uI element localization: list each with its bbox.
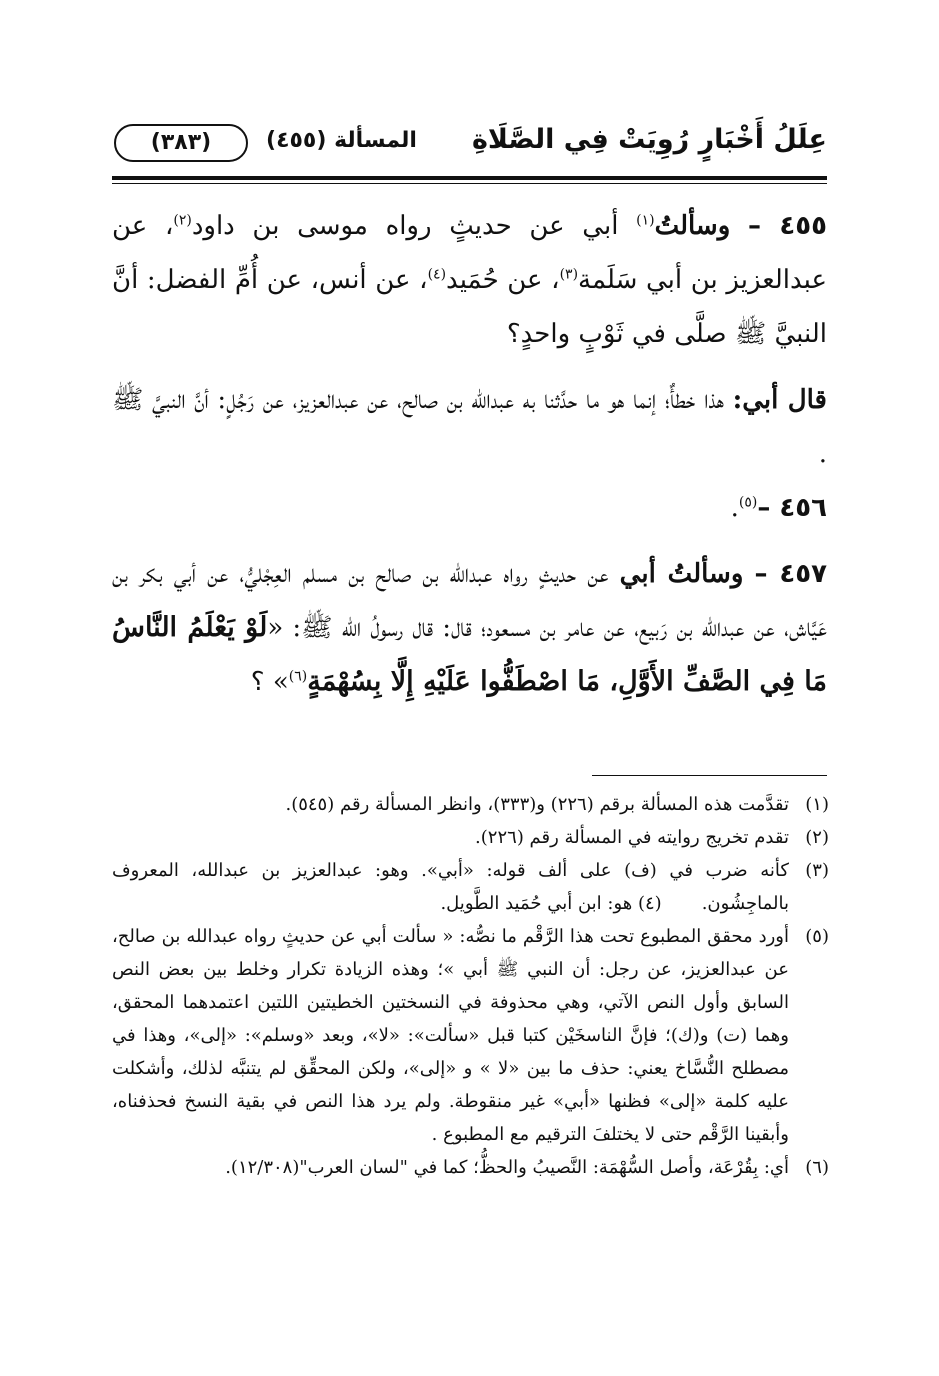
footnote-4-inline: (٤) هو: ابن أبي حُمَيد الطَّويل. [440, 893, 662, 914]
paragraph-text: ، عن عبدالعزيز بن أبي سَلَمة [112, 211, 827, 295]
footnote-text: تقدَّمت هذه المسألة برقم (٢٢٦) و(٣٣٣)، وانظر المسألة رقم (٥٤٥). [285, 794, 789, 815]
running-header [112, 120, 827, 182]
page-number-badge: (٣٨٣) [114, 124, 248, 162]
footnote-ref-3[interactable]: (٣) [559, 266, 579, 283]
footnote-ref-5[interactable]: (٥) [738, 494, 758, 511]
paragraph-text: » ؟ [250, 667, 289, 697]
question-lead: وسألتُ أبي [619, 559, 744, 589]
footnote-ref-6[interactable]: (٦) [288, 668, 308, 685]
footnote-3 [112, 854, 829, 920]
header-rule-thick [112, 176, 827, 180]
footnote-text-wrap [112, 854, 789, 920]
paragraph-issue-457 [112, 547, 827, 709]
footnote-number: (٥) [805, 926, 829, 947]
footnote-6 [112, 1151, 829, 1184]
footnote-separator [592, 775, 827, 776]
paragraph-text: ، عن حُمَيد [446, 265, 560, 295]
footnote-number: (٦) [805, 1157, 829, 1178]
paragraph-issue-456 [112, 481, 827, 535]
hadith-text: لَوْ يَعْلَمُ النَّاسُ مَا فِي الصَّفِّ الأَوَّلِ، مَا اصْطَفُّوا عَلَيْهِ إِلَّا بِسُهْمَةٍ [112, 612, 827, 697]
footnote-number: (٣) [805, 860, 829, 881]
footnote-text: أي: بِقُرْعَة، وأصل السُّهْمَة: النَّصيبُ والحظُّ؛ كما في "لسان العرب"(١٢/٣٠٨). [225, 1157, 789, 1178]
footnotes [112, 788, 829, 1184]
footnote-number: (١) [805, 794, 829, 815]
main-text [112, 199, 827, 709]
paragraph-text: عن حديثٍ رواه عبدالله بن صالح بن مسلم العِجْليُّ، عن أبي بكر بن عَيَّاش، عن عبدالله بن رَبيع، عن عامر بن مسعود؛ قال: قال رسولُ الله ﷺ: « [112, 559, 828, 643]
question-lead: وسألتُ [654, 211, 731, 241]
footnote-text: أورد محقق المطبوع تحت هذا الرَّقْم ما نصُّه: « سألت أبي عن حديثٍ رواه عبدالله بن صالح، عن عبدالعزيز، عن رجل: أن النبي ﷺ أبي »؛ وهذه الزيادة تكرار وخلط بين بعض النص السابق وأول النص الآتي، وهي محذوفة في النسختين الخطيتين اللتين اعتمدهما المحقق، وهما (ت) و(ك)؛ فإنَّ الناسخَيْن كتبا قبل «سألت»: «لا»، وبعد «وسلم»: «إلى»، وهذا في مصطلح النُّسَّاخ يعني: حذف ما بين «لا » و «إلى»، ولكن المحقِّق لم يتنبَّه لذلك، وأشكلت عليه كلمة «إلى» فظنها «أبي» غير منقوطة. ولم يرد هذا النص في بقية النسخ فحذفناه، وأبقينا الرَّقْم حتى لا يختلفَ الترقيم مع المطبوع . [112, 926, 789, 1145]
footnote-number: (٢) [805, 827, 829, 848]
footnote-1 [112, 788, 829, 821]
issue-label: المسألة (٤٥٥) [266, 128, 417, 153]
paragraph-text: ، عن أنس، عن أُمِّ الفضل: أنَّ النبيَّ ﷺ صلَّى في ثَوْبٍ واحدٍ؟ [112, 265, 827, 349]
footnote-ref-4[interactable]: (٤) [427, 266, 447, 283]
paragraph-answer-455 [112, 373, 827, 481]
book-title: عِلَلُ أَخْبَارٍ رُوِيَتْ فِي الصَّلَاةِ [471, 124, 827, 155]
answer-lead: قال أبي: [732, 385, 827, 415]
paragraph-text: أبي عن حديثٍ رواه موسى بن داود [191, 211, 637, 241]
paragraph-text: هذا خطأٌ؛ إنما هو ما حدَّثنا به عبدالله بن صالح، عن عبدالعزيز، عن رَجُلٍ: أنَّ النبيَّ ﷺ . [112, 385, 827, 469]
issue-number: ٤٥٥ – [747, 211, 828, 241]
footnote-ref-2[interactable]: (٢) [173, 212, 192, 229]
paragraph-issue-455 [112, 199, 827, 361]
footnote-text: كأنه ضرب في (ف) على ألف قوله: «أبي». وهو: عبدالعزيز بن عبدالله، المعروف بالماجِشُون. [112, 860, 789, 914]
footnote-2 [112, 821, 829, 854]
paragraph-text: . [730, 493, 739, 523]
issue-number: ٤٥٧ – [754, 559, 827, 589]
header-rule-thin [112, 183, 827, 184]
footnote-5 [112, 920, 829, 1151]
footnote-text: تقدم تخريج روايته في المسألة رقم (٢٢٦). [475, 827, 789, 848]
issue-number: ٤٥٦ – [757, 493, 827, 523]
footnote-ref-1[interactable]: (١) [636, 212, 655, 229]
